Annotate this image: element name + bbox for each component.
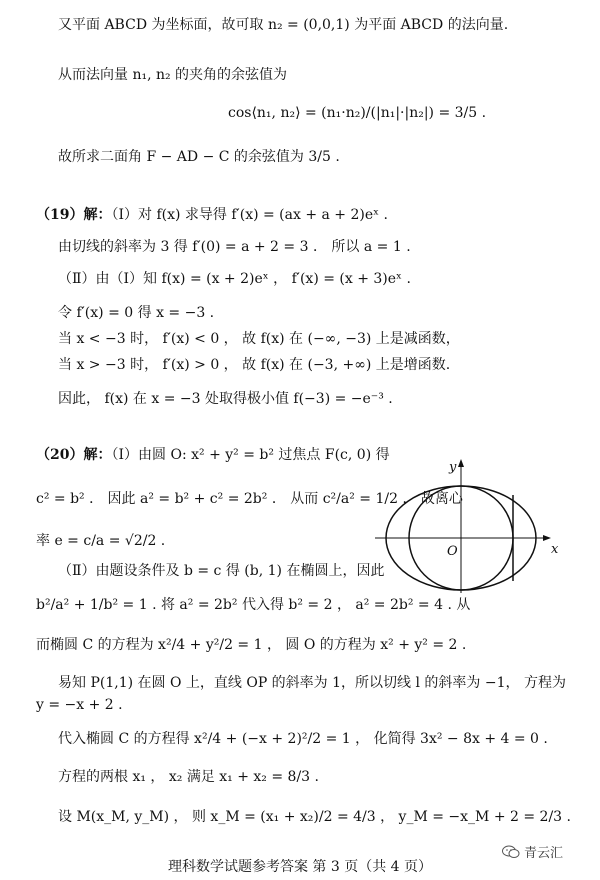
text-line: 当 x < −3 时， f′(x) < 0 ， 故 f(x) 在 (−∞, −3) 上是减函数，	[58, 331, 460, 347]
y-axis-arrow	[458, 459, 464, 467]
question-20-line	[36, 446, 390, 464]
text-line: 由切线的斜率为 3 得 f′(0) = a + 2 = 3 ． 所以 a = 1 .	[58, 239, 411, 255]
watermark-text: 青云汇	[524, 846, 564, 861]
text-line: 率 e = c/a = √2/2 .	[36, 533, 166, 549]
page-footer: 理科数学试题参考答案 第 3 页（共 4 页）	[167, 859, 433, 875]
question-19-line	[36, 206, 388, 224]
text-line: （Ⅱ）由题设条件及 b = c 得 (b, 1) 在椭圆上，因此	[58, 563, 385, 579]
text-span: （Ⅰ）由圆 O: x² + y² = b² 过焦点 F(c, 0) 得	[111, 447, 390, 463]
x-axis-arrow	[543, 535, 551, 541]
text-line: 而椭圆 C 的方程为 x²/4 + y²/2 = 1 ， 圆 O 的方程为 x² + y² = 2 .	[36, 637, 467, 653]
origin-label: O	[447, 544, 458, 559]
question-label: （20）解：	[36, 447, 112, 463]
text-line: 易知 P(1,1) 在圆 O 上，直线 OP 的斜率为 1，所以切线 l 的斜率为 −1， 方程为	[58, 675, 566, 691]
text-line: 因此， f(x) 在 x = −3 处取得极小值 f(−3) = −e⁻³ .	[58, 391, 393, 407]
question-label: （19）解：	[36, 207, 112, 223]
text-line: y = −x + 2 .	[36, 697, 123, 713]
text-line: 当 x > −3 时， f′(x) > 0 ， 故 f(x) 在 (−3, +∞) 上是增函数.	[58, 357, 451, 373]
ellipse-figure	[375, 455, 575, 595]
text-line: 又平面 ABCD 为坐标面，故可取 n₂ = (0,0,1) 为平面 ABCD 的法向量.	[58, 17, 509, 33]
text-line: （Ⅱ）由（Ⅰ）知 f(x) = (x + 2)eˣ ， f′(x) = (x + 3)eˣ .	[58, 271, 411, 287]
text-line: 令 f′(x) = 0 得 x = −3 .	[58, 305, 215, 321]
text-line: 设 M(x_M, y_M) ， 则 x_M = (x₁ + x₂)/2 = 4/3 ， y_M = −x_M + 2 = 2/3 .	[58, 809, 571, 825]
text-span: （Ⅰ）对 f(x) 求导得 f′(x) = (ax + a + 2)eˣ .	[111, 207, 388, 223]
text-line: 方程的两根 x₁ ， x₂ 满足 x₁ + x₂ = 8/3 .	[58, 769, 319, 785]
display-equation: cos⟨n₁, n₂⟩ = (n₁·n₂)/(|n₁|·|n₂|) = 3/5 .	[228, 105, 487, 121]
text-line: 从而法向量 n₁, n₂ 的夹角的余弦值为	[58, 67, 288, 83]
text-line: b²/a² + 1/b² = 1 . 将 a² = 2b² 代入得 b² = 2 ， a² = 2b² = 4 . 从	[36, 597, 471, 613]
x-axis-label: x	[551, 542, 559, 557]
text-line: c² = b² ． 因此 a² = b² + c² = 2b² ． 从而 c²/a² = 1/2 ． 故离心	[36, 491, 463, 507]
text-line: 故所求二面角 F − AD − C 的余弦值为 3/5 .	[58, 149, 340, 165]
text-line: 代入椭圆 C 的方程得 x²/4 + (−x + 2)²/2 = 1 ， 化简得 3x² − 8x + 4 = 0 .	[58, 731, 548, 747]
y-axis-label: y	[449, 460, 457, 475]
